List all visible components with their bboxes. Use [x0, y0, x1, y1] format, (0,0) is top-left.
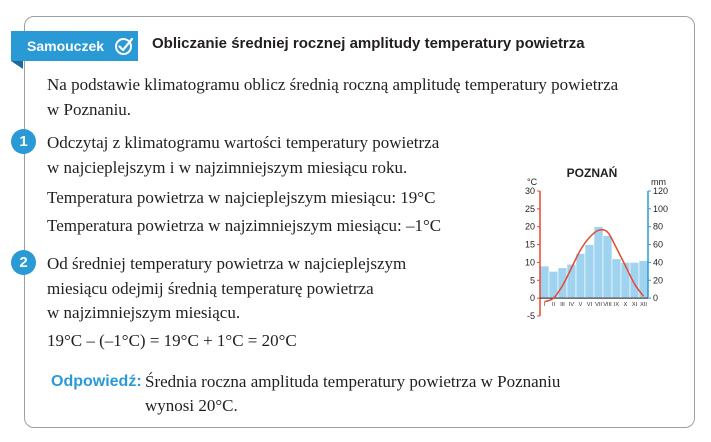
precip-tick-label: 0 [653, 293, 659, 304]
step-1-line-2: w najcieplejszym i w najzimniejszym miesiącu roku. [47, 158, 408, 177]
step-2-number: 2 [11, 250, 36, 275]
month-label-III: III [560, 302, 565, 309]
month-label-X: X [623, 302, 628, 309]
temp-tick-label: 0 [529, 293, 535, 304]
temp-tick-label: 10 [524, 257, 535, 268]
intro-line-1: Na podstawie klimatogramu oblicz średnią roczną amplitudę temperatury powietrza [47, 75, 619, 94]
precip-tick-label: 40 [653, 257, 664, 268]
step-2-line-2: miesiącu odejmij średnią temperaturę powietrza [47, 279, 374, 298]
step-1-line-1: Odczytaj z klimatogramu wartości temperatury powietrza [47, 133, 440, 152]
month-label-II: II [551, 302, 556, 309]
right-axis-label: mm [651, 177, 666, 187]
temp-tick-label: 15 [524, 239, 535, 250]
left-axis-label: °C [527, 177, 538, 187]
precip-tick-label: 20 [653, 275, 664, 286]
month-label-VIII: VIII [603, 302, 612, 309]
step-2-line-1: Od średniej temperatury powietrza w najcieplejszym [47, 254, 407, 273]
month-label-VI: VI [586, 302, 593, 309]
month-label-XII: XII [640, 302, 647, 309]
intro-line-2: w Poznaniu. [47, 100, 132, 119]
card-title: Obliczanie średniej rocznej amplitudy temperatury powietrza [152, 35, 585, 52]
temp-tick-label: 25 [524, 203, 535, 214]
temp-tick-label: -5 [526, 311, 535, 321]
step-2-line-3: w najzimniejszym miesiącu. [47, 303, 241, 322]
badge-label: Samouczek [27, 38, 105, 54]
step-1-result-coldest: Temperatura powietrza w najzimniejszym miesiącu: –1°C [47, 216, 442, 235]
month-label-I: I [543, 302, 546, 309]
temp-tick-label: 30 [524, 186, 535, 196]
step-1-number: 1 [11, 129, 36, 154]
month-label-XI: XI [631, 302, 638, 309]
month-label-VII: VII [595, 302, 602, 309]
chart-title: POZNAŃ [566, 166, 618, 180]
month-label-V: V [578, 302, 583, 309]
month-label-IV: IV [568, 302, 575, 309]
answer-label: Odpowiedź: [51, 373, 142, 390]
answer-line-1: Średnia roczna amplituda temperatury powietrza w Poznaniu [145, 372, 561, 391]
temp-tick-label: 5 [529, 275, 535, 286]
precip-tick-label: 60 [653, 239, 664, 250]
precip-tick-label: 120 [653, 186, 669, 196]
temp-tick-label: 20 [524, 221, 535, 232]
answer-line-2: wynosi 20°C. [145, 396, 238, 415]
precip-tick-label: 100 [653, 203, 669, 214]
step-1-result-warmest: Temperatura powietrza w najcieplejszym miesiącu: 19°C [47, 188, 436, 207]
checkmark-circle-icon [114, 36, 134, 56]
badge-fold [11, 61, 23, 69]
precip-tick-label: 80 [653, 221, 664, 232]
month-label-IX: IX [613, 302, 620, 309]
step-2-formula: 19°C – (–1°C) = 19°C + 1°C = 20°C [47, 331, 297, 350]
